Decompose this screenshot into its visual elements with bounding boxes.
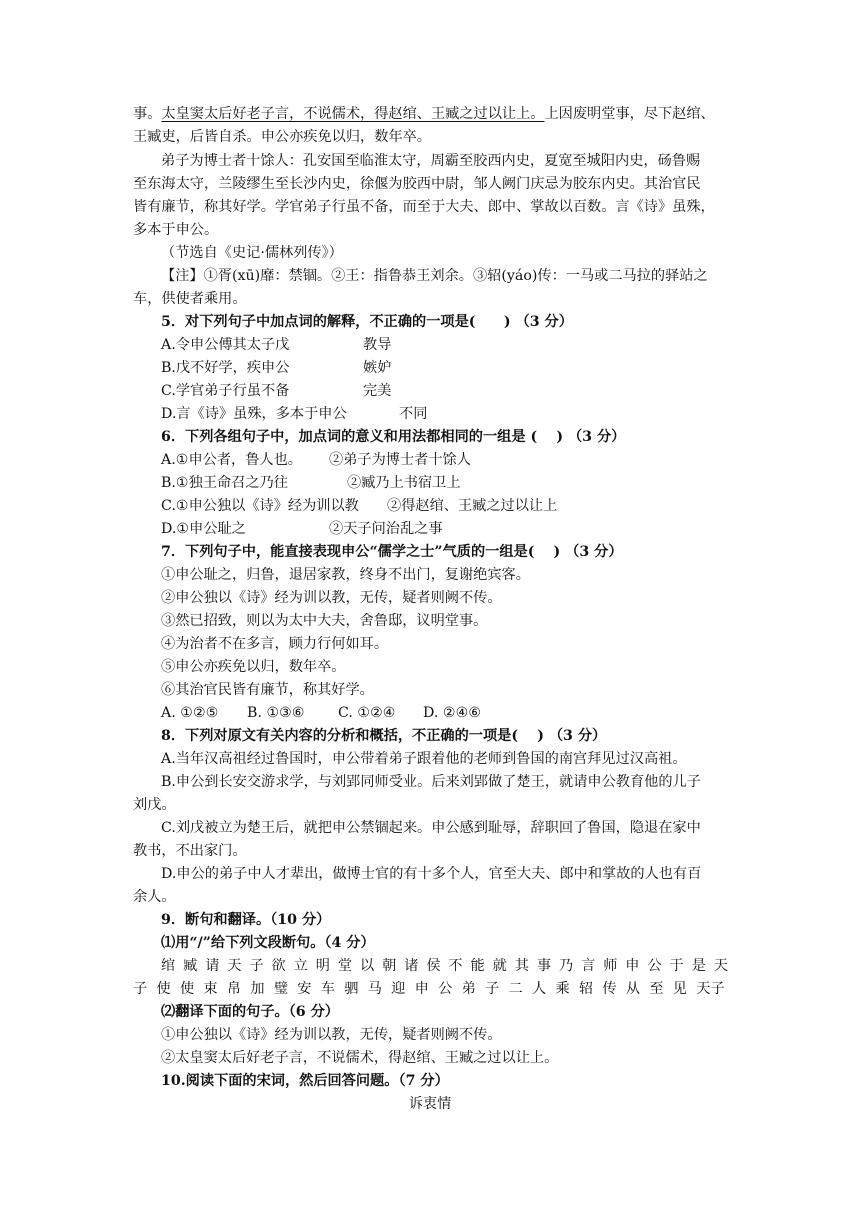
q5-option-a: A.令申公傅其太子戊	[161, 337, 290, 353]
passage-text: 上因废明堂事，尽下赵绾、	[544, 106, 715, 122]
sentence-char: 公	[647, 958, 662, 974]
q7-item-2: ②申公独以《诗》经为训以教，无传，疑者则阙不传。	[161, 590, 502, 606]
sentence-char: 于	[669, 958, 684, 974]
underlined-sentence: 太皇窦太后好老子言，不说儒术，得赵绾、王臧之过以让上。	[161, 106, 545, 122]
q9-sentence-row-1	[161, 955, 728, 977]
q9-stem: 9．断句和翻译。（10 分）	[161, 912, 331, 928]
passage-line-2: 王臧吏，后皆自杀。申公亦疾免以归，数年卒。	[133, 129, 431, 145]
sentence-char: 言	[581, 958, 596, 974]
q5-option-d-gloss: 不同	[399, 406, 428, 422]
poem-title: 诉衷情	[408, 1096, 452, 1112]
q5-stem: 5．对下列句子中加点词的解释，不正确的一项是( ) （3 分）	[161, 314, 573, 330]
sentence-char: 从	[625, 981, 641, 997]
sentence-char: 欲	[271, 958, 286, 974]
sentence-char: 帛	[226, 981, 242, 997]
sentence-char: 弟	[461, 981, 476, 997]
sentence-char: 迎	[391, 981, 406, 997]
sentence-char: 绾	[161, 958, 176, 974]
q7-stem: 7．下列句子中，能直接表现申公“儒学之士”气质的一组是( ) （3 分）	[161, 544, 623, 560]
q9-translate-1: ①申公独以《诗》经为训以教，无传，疑者则阙不传。	[161, 1027, 502, 1043]
q6-option-c-1: C.①申公独以《诗》经为训以教	[161, 498, 359, 514]
q6-option-b-2: ②臧乃上书宿卫上	[347, 475, 461, 491]
sentence-char: 侯	[426, 958, 441, 974]
q5-option-b: B.戊不好学，疾申公	[161, 360, 290, 376]
q7-item-6: ⑥其治官民皆有廉节，称其好学。	[161, 682, 374, 698]
sentence-char: 人	[531, 981, 547, 997]
sentence-char: 轺	[578, 981, 594, 997]
passage-line-5: 皆有廉节，称其好学。学官弟子行虽不备，而至于大夫、郎中、掌故以百数。言《诗》虽殊，	[133, 199, 715, 215]
q6-option-b-1: B.①独王命召之乃往	[161, 475, 288, 491]
q9-sentence-row-2	[133, 978, 725, 1000]
q6-option-a-1: A.①申公者，鲁人也。	[161, 452, 302, 468]
q6-option-d-1: D.①申公耻之	[161, 521, 246, 537]
q8-option-b: B.申公到长安交游求学，与刘郢同师受业。后来刘郢做了楚王，就请申公教育他的儿子	[161, 774, 701, 790]
q9-translate-2: ②太皇窦太后好老子言，不说儒术，得赵绾、王臧之过以让上。	[161, 1050, 559, 1066]
q7-choice-c: C. ①②④	[338, 705, 396, 721]
q8-option-c-cont: 教书，不出家门。	[133, 843, 247, 859]
q8-option-c: C.刘戊被立为楚王后，就把申公禁锢起来。申公感到耻辱，辞职回了鲁国，隐退在家中	[161, 820, 701, 836]
q8-option-b-cont: 刘戊。	[133, 797, 176, 813]
sentence-char: 使	[179, 981, 195, 997]
passage-note-1: 【注】①胥(xū)靡：禁锢。②王：指鲁恭王刘余。③轺(yáo)传：一马或二马拉的驿站之	[161, 268, 708, 284]
q7-item-4: ④为治者不在多言，顾力行何如耳。	[161, 636, 389, 652]
sentence-char: 二	[508, 981, 523, 997]
q8-stem: 8．下列对原文有关内容的分析和概括，不正确的一项是( ) （3 分）	[161, 728, 607, 744]
sentence-char: 乘	[555, 981, 570, 997]
passage-line-1	[133, 103, 728, 125]
q6-option-c-2: ②得赵绾、王臧之过以让上	[387, 498, 558, 514]
sentence-char: 天	[227, 958, 242, 974]
sentence-char: 明	[315, 958, 330, 974]
passage-line-3: 弟子为博士者十馀人：孔安国至临淮太守，周霸至胶西内史，夏宽至城阳内史，砀鲁赐	[161, 153, 701, 169]
sentence-char: 以	[359, 958, 375, 974]
q7-item-1: ①申公耻之，归鲁，退居家教，终身不出门，复谢绝宾客。	[161, 567, 530, 583]
sentence-char: 能	[470, 958, 485, 974]
sentence-char: 申	[414, 981, 429, 997]
q7-choice-d: D. ②④⑥	[423, 705, 482, 721]
passage-line-6: 多本于申公。	[133, 222, 219, 238]
sentence-char: 公	[438, 981, 453, 997]
sentence-char: 使	[156, 981, 171, 997]
sentence-char: 驷	[344, 981, 359, 997]
q7-choice-b: B. ①③⑥	[247, 705, 305, 721]
q10-stem: 10.阅读下面的宋词，然后回答问题。（7 分）	[161, 1073, 449, 1089]
sentence-char: 子	[249, 958, 264, 974]
sentence-char: 传	[602, 981, 617, 997]
sentence-char: 天	[713, 958, 728, 974]
sentence-char: 立	[293, 958, 308, 974]
sentence-char: 束	[203, 981, 218, 997]
q7-item-5: ⑤申公亦疾免以归，数年卒。	[161, 659, 346, 675]
sentence-char: 天子	[696, 981, 725, 997]
sentence-char: 臧	[183, 958, 198, 974]
sentence-char: 至	[649, 981, 664, 997]
q5-option-c-gloss: 完美	[363, 383, 392, 399]
q7-choice-a: A. ①②⑤	[161, 705, 219, 721]
sentence-char: 堂	[337, 958, 353, 974]
q5-option-b-gloss: 嫉妒	[363, 360, 392, 376]
q8-option-d: D.申公的弟子中人才辈出，做博士官的有十多个人，官至大夫、郎中和掌故的人也有百	[161, 866, 702, 882]
passage-line-4: 至东海太守，兰陵缪生至长沙内史，徐偃为胶西中尉，邹人阙门庆忌为胶东内史。其治官民	[133, 176, 701, 192]
sentence-char: 诸	[404, 958, 419, 974]
passage-text: 事。	[133, 106, 162, 122]
q5-option-a-gloss: 教导	[363, 337, 392, 353]
sentence-char: 事	[536, 958, 552, 974]
q8-option-a: A.当年汉高祖经过鲁国时，申公带着弟子跟着他的老师到鲁国的南宫拜见过汉高祖。	[161, 751, 687, 767]
sentence-char: 子	[133, 981, 148, 997]
sentence-char: 请	[205, 958, 220, 974]
sentence-char: 申	[625, 958, 640, 974]
sentence-char: 车	[320, 981, 335, 997]
q6-stem: 6．下列各组句子中，加点词的意义和用法都相同的一组是 ( ) （3 分）	[161, 429, 626, 445]
q6-option-d-2: ②天子问治乱之事	[329, 521, 443, 537]
q5-option-d: D.言《诗》虽殊，多本于申公	[161, 406, 347, 422]
q8-option-d-cont: 余人。	[133, 889, 176, 905]
sentence-char: 见	[672, 981, 687, 997]
q9-part-2: ⑵翻译下面的句子。（6 分）	[161, 1004, 339, 1020]
sentence-char: 马	[367, 981, 382, 997]
sentence-char: 师	[603, 958, 618, 974]
sentence-char: 安	[297, 981, 312, 997]
sentence-char: 是	[691, 958, 706, 974]
q5-option-c: C.学官弟子行虽不备	[161, 383, 290, 399]
passage-note-2: 车，供使者乘用。	[133, 291, 247, 307]
sentence-char: 璧	[273, 981, 289, 997]
sentence-char: 不	[448, 958, 463, 974]
passage-source: （节选自《史记·儒林列传》）	[161, 245, 343, 261]
sentence-char: 加	[250, 981, 265, 997]
q6-option-a-2: ②弟子为博士者十馀人	[329, 452, 471, 468]
sentence-char: 乃	[558, 958, 574, 974]
sentence-char: 其	[514, 958, 529, 974]
sentence-char: 子	[485, 981, 500, 997]
q7-item-3: ③然已招致，则以为太中大夫，舍鲁邸，议明堂事。	[161, 613, 488, 629]
sentence-char: 就	[492, 958, 507, 974]
sentence-char: 朝	[382, 958, 397, 974]
q9-part-1: ⑴用“/”给下列文段断句。（4 分）	[161, 935, 375, 951]
